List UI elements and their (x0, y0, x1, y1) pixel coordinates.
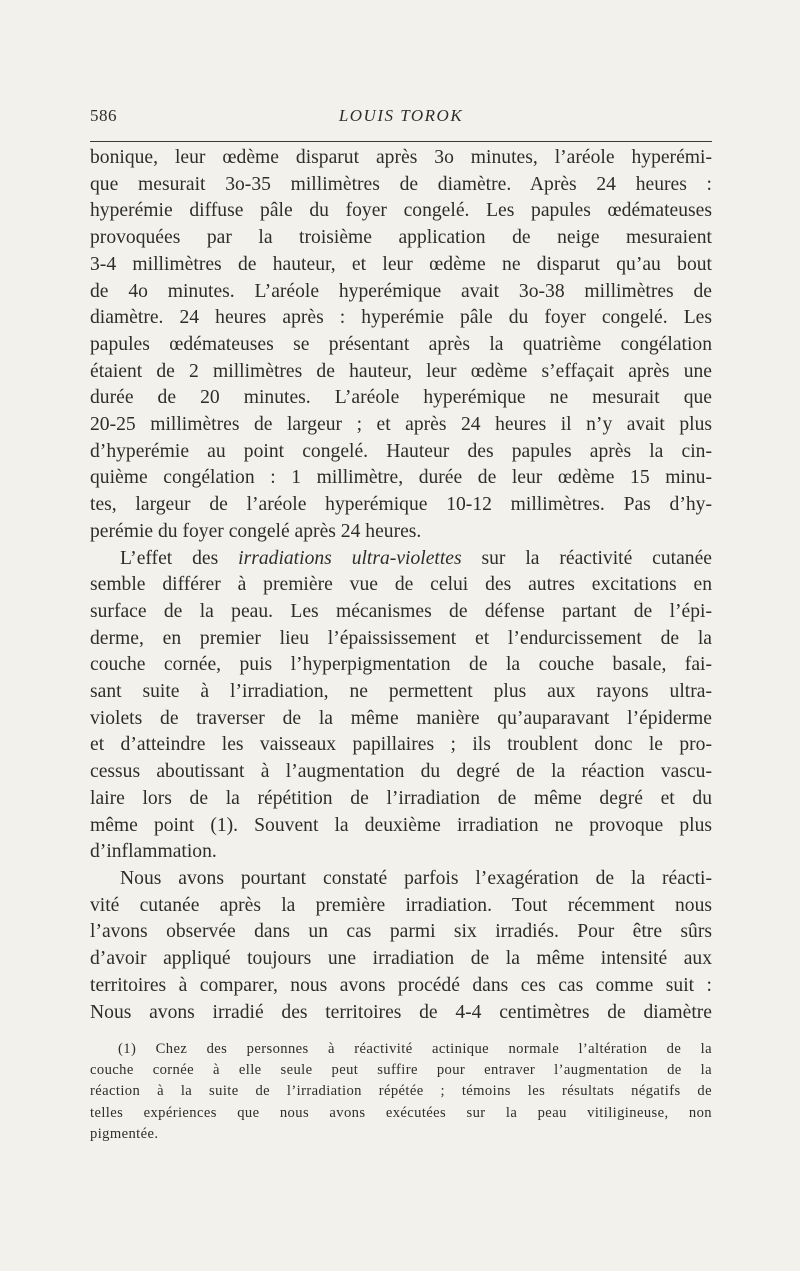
footnote-line: réaction à la suite de l’irradiation répétée ; témoins les résultats négatifs de (90, 1083, 712, 1100)
text-line: Nous avons irradié des territoires de 4-4 centimètres de diamètre (90, 1001, 712, 1023)
running-title: LOUIS TOROK (338, 106, 464, 125)
text-fragment: sur la réactivité cutanée (461, 547, 712, 569)
text-line: laire lors de la répétition de l’irradiation de même degré et du (90, 787, 712, 809)
footnote (90, 1039, 712, 1145)
text-line: étaient de 2 millimètres de hauteur, leur œdème s’effaçait après une (90, 360, 712, 382)
paragraph-opening-line (90, 546, 712, 573)
text-line: surface de la peau. Les mécanismes de défense partant de l’épi- (90, 600, 712, 622)
text-line: de 4o minutes. L’aréole hyperémique avait 3o-38 millimètres de (90, 280, 712, 302)
body-text (90, 145, 712, 1026)
footnote-line: pigmentée. (90, 1125, 159, 1142)
text-line: que mesurait 3o-35 millimètres de diamètre. Après 24 heures : (90, 173, 712, 195)
text-line: diamètre. 24 heures après : hyperémie pâle du foyer congelé. Les (90, 307, 712, 329)
page-header (90, 106, 712, 134)
text-line: d’inflammation. (90, 841, 217, 863)
text-line: Nous avons pourtant constaté parfois l’exagération de la réacti- (120, 867, 712, 889)
text-line: papules œdémateuses se présentant après la quatrième congélation (90, 333, 712, 355)
text-line: vité cutanée après la première irradiation. Tout récemment nous (90, 894, 712, 916)
text-line: perémie du foyer congelé après 24 heures. (90, 520, 422, 542)
text-line: quième congélation : 1 millimètre, durée de leur œdème 15 minu- (90, 467, 712, 489)
text-line: d’avoir appliqué toujours une irradiation de la même intensité aux (90, 948, 712, 970)
text-line: derme, en premier lieu l’épaississement et l’endurcissement de la (90, 627, 712, 649)
text-line: couche cornée, puis l’hyperpigmentation de la couche basale, fai- (90, 654, 712, 676)
text-line: d’hyperémie au point congelé. Hauteur des papules après la cin- (90, 440, 712, 462)
text-line: 3-4 millimètres de hauteur, et leur œdème ne disparut qu’au bout (90, 253, 712, 275)
text-line: tes, largeur de l’aréole hyperémique 10-12 millimètres. Pas d’hy- (90, 494, 712, 516)
page-number: 586 (90, 106, 117, 125)
header-rule (90, 141, 712, 142)
footnote-line: couche cornée à elle seule peut suffire pour entraver l’augmentation de la (90, 1062, 712, 1079)
text-line: même point (1). Souvent la deuxième irradiation ne provoque plus (90, 814, 712, 836)
footnote-line: (1) Chez des personnes à réactivité actinique normale l’altération de la (118, 1041, 712, 1057)
text-fragment: L’effet des (120, 547, 239, 569)
text-line: 20-25 millimètres de largeur ; et après 24 heures il n’y avait plus (90, 414, 712, 436)
text-line: hyperémie diffuse pâle du foyer congelé. Les papules œdémateuses (90, 200, 712, 222)
text-line: et d’atteindre les vaisseaux papillaires ; ils troublent donc le pro- (90, 734, 712, 756)
text-line: sant suite à l’irradiation, ne permettent plus aux rayons ultra- (90, 681, 712, 703)
text-line: provoquées par la troisième application de neige mesuraient (90, 227, 712, 249)
italic-term: irradiations ultra-violettes (238, 547, 462, 569)
text-line: bonique, leur œdème disparut après 3o minutes, l’aréole hyperémi- (90, 147, 712, 168)
text-line: durée de 20 minutes. L’aréole hyperémique ne mesurait que (90, 387, 712, 409)
text-line: cessus aboutissant à l’augmentation du degré de la réaction vascu- (90, 761, 712, 783)
text-line: violets de traverser de la même manière qu’auparavant l’épiderme (90, 707, 712, 729)
footnote-line: telles expériences que nous avons exécutées sur la peau vitiligineuse, non (90, 1104, 712, 1121)
text-line: semble différer à première vue de celui des autres excitations en (90, 574, 712, 596)
text-line: territoires à comparer, nous avons procédé dans ces cas comme suit : (90, 974, 712, 996)
text-line: l’avons observée dans un cas parmi six irradiés. Pour être sûrs (90, 921, 712, 943)
